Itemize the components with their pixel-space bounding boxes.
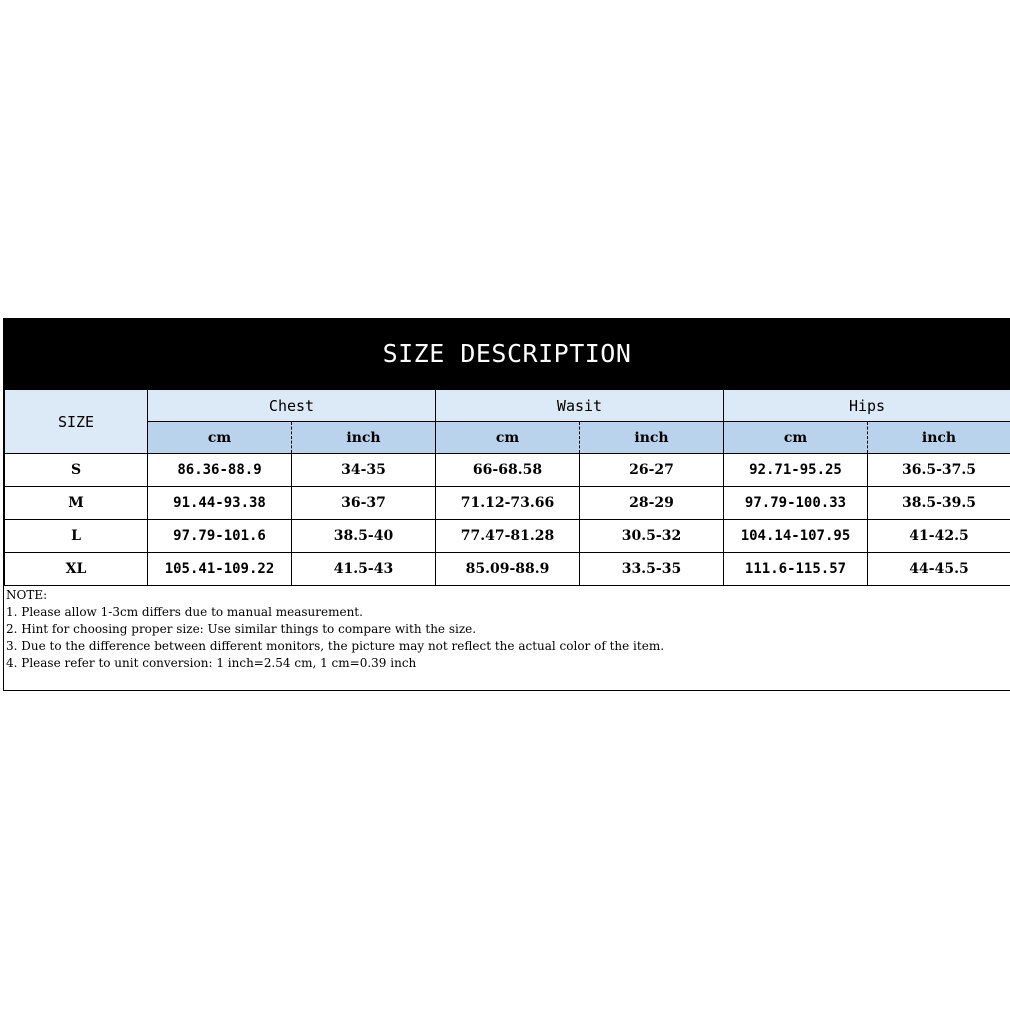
chest-cm-header: cm	[148, 422, 292, 454]
size-cell: S	[5, 454, 148, 487]
size-table	[4, 389, 1010, 586]
hips-cm-cell: 104.14-107.95	[724, 520, 868, 553]
waist-inch-cell: 30.5-32	[580, 520, 724, 553]
note-item: 4. Please refer to unit conversion: 1 inch=2.54 cm, 1 cm=0.39 inch	[6, 656, 417, 670]
note-item: 2. Hint for choosing proper size: Use similar things to compare with the size.	[6, 622, 477, 636]
notes-heading: NOTE:	[6, 588, 48, 602]
hips-inch-cell: 41-42.5	[868, 520, 1010, 553]
waist-inch-cell: 28-29	[580, 487, 724, 520]
chest-cm-cell: 86.36-88.9	[148, 454, 292, 487]
chest-inch-cell: 38.5-40	[292, 520, 436, 553]
hips-inch-cell: 44-45.5	[868, 553, 1010, 586]
size-cell: XL	[5, 553, 148, 586]
chest-inch-cell: 41.5-43	[292, 553, 436, 586]
waist-cm-header: cm	[436, 422, 580, 454]
waist-cm-cell: 85.09-88.9	[436, 553, 580, 586]
notes-section	[6, 587, 1006, 672]
hips-group-header: Hips	[724, 390, 1010, 422]
chest-cm-cell: 91.44-93.38	[148, 487, 292, 520]
table-header-group-row	[5, 390, 1010, 422]
hips-cm-cell: 92.71-95.25	[724, 454, 868, 487]
table-row	[5, 487, 1010, 520]
chest-cm-cell: 105.41-109.22	[148, 553, 292, 586]
size-cell: M	[5, 487, 148, 520]
chest-group-header: Chest	[148, 390, 436, 422]
chest-inch-cell: 34-35	[292, 454, 436, 487]
size-column-header: SIZE	[5, 390, 148, 454]
waist-cm-cell: 71.12-73.66	[436, 487, 580, 520]
hips-inch-cell: 36.5-37.5	[868, 454, 1010, 487]
table-row	[5, 553, 1010, 586]
size-chart-title: SIZE DESCRIPTION	[4, 318, 1010, 389]
waist-inch-header: inch	[580, 422, 724, 454]
table-row	[5, 520, 1010, 553]
hips-inch-cell: 38.5-39.5	[868, 487, 1010, 520]
note-item: 1. Please allow 1-3cm differs due to manual measurement.	[6, 605, 363, 619]
hips-inch-header: inch	[868, 422, 1010, 454]
chest-inch-cell: 36-37	[292, 487, 436, 520]
waist-cm-cell: 66-68.58	[436, 454, 580, 487]
waist-cm-cell: 77.47-81.28	[436, 520, 580, 553]
waist-inch-cell: 33.5-35	[580, 553, 724, 586]
hips-cm-cell: 97.79-100.33	[724, 487, 868, 520]
size-chart	[3, 318, 1010, 691]
table-row	[5, 454, 1010, 487]
table-header-unit-row	[5, 422, 1010, 454]
waist-group-header: Wasit	[436, 390, 724, 422]
chest-cm-cell: 97.79-101.6	[148, 520, 292, 553]
hips-cm-cell: 111.6-115.57	[724, 553, 868, 586]
note-item: 3. Due to the difference between different monitors, the picture may not reflect the actual color of the item.	[6, 639, 665, 653]
chest-inch-header: inch	[292, 422, 436, 454]
size-cell: L	[5, 520, 148, 553]
hips-cm-header: cm	[724, 422, 868, 454]
waist-inch-cell: 26-27	[580, 454, 724, 487]
